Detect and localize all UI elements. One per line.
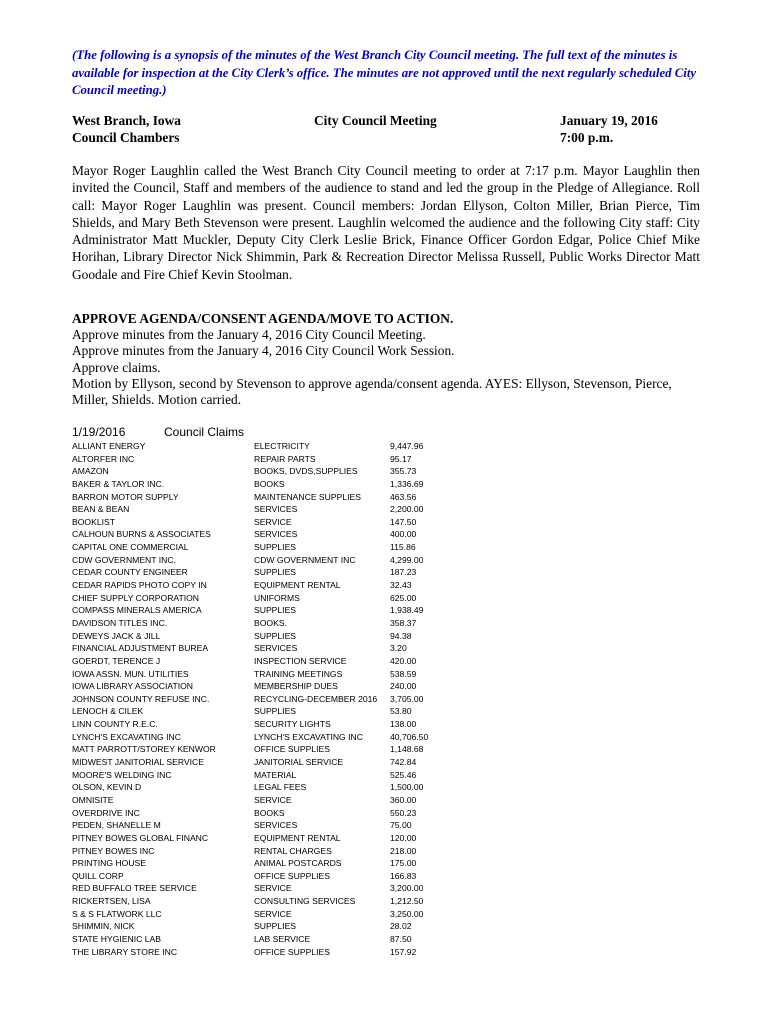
claim-vendor: THE LIBRARY STORE INC <box>72 946 178 957</box>
claim-row <box>72 630 542 643</box>
claim-amount: 742.84 <box>390 757 417 768</box>
claim-amount: 463.56 <box>390 491 417 502</box>
claim-vendor: FINANCIAL ADJUSTMENT BUREA <box>72 643 209 654</box>
claim-vendor: BEAN & BEAN <box>72 504 130 515</box>
claim-description: TRAINING MEETINGS <box>254 668 343 679</box>
claim-description: MEMBERSHIP DUES <box>254 681 338 692</box>
claim-vendor: LYNCH'S EXCAVATING INC <box>72 731 181 742</box>
claim-description: SUPPLIES <box>254 921 297 932</box>
consent-item-claims: Approve claims. <box>72 359 161 375</box>
claim-amount: 3,705.00 <box>390 693 424 704</box>
claim-vendor: ALTORFER INC <box>72 453 135 464</box>
claim-vendor: CEDAR RAPIDS PHOTO COPY IN <box>72 580 207 591</box>
claim-vendor: STATE HYGIENIC LAB <box>72 933 161 944</box>
claim-row <box>72 908 542 921</box>
claim-description: SERVICE <box>254 516 292 527</box>
claim-vendor: OVERDRIVE INC <box>72 807 140 818</box>
claims-date: 1/19/2016 <box>72 425 126 439</box>
claim-amount: 1,212.50 <box>390 896 424 907</box>
claim-row <box>72 882 542 895</box>
claim-amount: 28.02 <box>390 921 412 932</box>
claim-vendor: MIDWEST JANITORIAL SERVICE <box>72 757 204 768</box>
claim-amount: 120.00 <box>390 832 417 843</box>
location-city: West Branch, Iowa <box>72 113 181 128</box>
claim-amount: 87.50 <box>390 933 412 944</box>
claim-amount: 94.38 <box>390 630 412 641</box>
claim-row <box>72 705 542 718</box>
claim-amount: 1,938.49 <box>390 605 424 616</box>
claim-description: BOOKS <box>254 807 285 818</box>
claim-description: RECYCLING-DECEMBER 2016 <box>254 693 378 704</box>
claim-description: SERVICES <box>254 529 298 540</box>
claim-amount: 240.00 <box>390 681 417 692</box>
claim-amount: 175.00 <box>390 858 417 869</box>
claim-vendor: CAPITAL ONE COMMERCIAL <box>72 542 189 553</box>
claim-row <box>72 946 542 959</box>
claim-vendor: LINN COUNTY R.E.C. <box>72 719 158 730</box>
claim-row <box>72 794 542 807</box>
claim-vendor: PITNEY BOWES INC <box>72 845 155 856</box>
claim-description: LEGAL FEES <box>254 782 307 793</box>
intro-paragraph: Mayor Roger Laughlin called the West Branch City Council meeting to order at 7:17 p.m. Mayor Laughlin then invited the Council, Staff and members of the audience to stand and led the group in the Pledge of Allegiance. Roll call: Mayor Roger Laughlin was present. Council members: Jordan Ellyson, Colton Miller, Brian Pierce, Tim Shields, and Mary Beth Stevenson were present. Laughlin welcomed the audience and the following City staff: City Administrator Matt Muckler, Deputy City Clerk Leslie Brick, Finance Officer Gordon Edgar, Police Chief Mike Horihan, Library Director Nick Shimmin, Park & Recreation Director Melissa Russell, Public Works Director Matt Goodale and Fire Chief Kevin Stoolman. <box>72 163 700 282</box>
consent-motion: Motion by Ellyson, second by Stevenson to approve agenda/consent agenda. AYES: Ellyson, Stevenson, Pierce, Miller, Shields. Motion carried. <box>72 375 672 408</box>
claims-table <box>72 440 542 958</box>
claim-row <box>72 933 542 946</box>
claim-vendor: CEDAR COUNTY ENGINEER <box>72 567 188 578</box>
claim-vendor: ALLIANT ENERGY <box>72 441 146 451</box>
claim-row <box>72 807 542 820</box>
claim-description: LYNCH'S EXCAVATING INC <box>254 731 363 742</box>
claim-vendor: DAVIDSON TITLES INC. <box>72 617 168 628</box>
claim-description: BOOKS <box>254 478 285 489</box>
claim-vendor: OMNISITE <box>72 794 114 805</box>
claims-heading: Council Claims <box>164 425 245 439</box>
claim-row <box>72 870 542 883</box>
claim-description: EQUIPMENT RENTAL <box>254 832 341 843</box>
claim-amount: 40,706.50 <box>390 731 429 742</box>
claim-row <box>72 680 542 693</box>
claim-vendor: MOORE'S WELDING INC <box>72 769 172 780</box>
claim-vendor: SHIMMIN, NICK <box>72 921 135 932</box>
claim-description: SERVICE <box>254 794 292 805</box>
meeting-time: 7:00 p.m. <box>560 130 614 145</box>
claim-vendor: PEDEN, SHANELLE M <box>72 820 161 831</box>
claim-row <box>72 743 542 756</box>
claim-description: MAINTENANCE SUPPLIES <box>254 491 361 502</box>
claim-amount: 550.23 <box>390 807 417 818</box>
claim-vendor: CDW GOVERNMENT INC. <box>72 554 176 565</box>
claim-description: SERVICES <box>254 820 298 831</box>
claim-vendor: PRINTING HOUSE <box>72 858 147 869</box>
claim-row <box>72 819 542 832</box>
claim-row <box>72 440 542 453</box>
claim-description: SUPPLIES <box>254 542 297 553</box>
claim-amount: 3,200.00 <box>390 883 424 894</box>
claim-row <box>72 554 542 567</box>
claim-description: EQUIPMENT RENTAL <box>254 580 341 591</box>
claim-vendor: CALHOUN BURNS & ASSOCIATES <box>72 529 211 540</box>
meeting-title: City Council Meeting <box>314 113 437 128</box>
claim-description: SERVICES <box>254 643 298 654</box>
claim-description: SERVICE <box>254 908 292 919</box>
claim-description: SUPPLIES <box>254 630 297 641</box>
claim-amount: 75.00 <box>390 820 412 831</box>
claim-row <box>72 541 542 554</box>
claim-row <box>72 756 542 769</box>
consent-agenda-heading: APPROVE AGENDA/CONSENT AGENDA/MOVE TO ACTION. <box>72 311 454 326</box>
claim-row <box>72 604 542 617</box>
claim-description: OFFICE SUPPLIES <box>254 870 330 881</box>
claim-amount: 138.00 <box>390 719 417 730</box>
claim-description: ANIMAL POSTCARDS <box>254 858 342 869</box>
claim-row <box>72 920 542 933</box>
claim-description: BOOKS. <box>254 617 287 628</box>
meeting-location <box>72 112 181 146</box>
claim-row <box>72 693 542 706</box>
claim-amount: 95.17 <box>390 453 412 464</box>
claim-description: OFFICE SUPPLIES <box>254 744 330 755</box>
claim-vendor: AMAZON <box>72 466 109 477</box>
claim-vendor: PITNEY BOWES GLOBAL FINANC <box>72 832 209 843</box>
claim-row <box>72 668 542 681</box>
consent-agenda-section <box>72 311 700 408</box>
claim-vendor: GOERDT, TERENCE J <box>72 655 161 666</box>
claim-description: OFFICE SUPPLIES <box>254 946 330 957</box>
claim-vendor: DEWEYS JACK & JILL <box>72 630 161 641</box>
claim-amount: 187.23 <box>390 567 417 578</box>
claim-vendor: BARRON MOTOR SUPPLY <box>72 491 179 502</box>
claim-vendor: IOWA ASSN. MUN. UTILITIES <box>72 668 189 679</box>
claim-amount: 355.73 <box>390 466 417 477</box>
claim-row <box>72 718 542 731</box>
claim-row <box>72 857 542 870</box>
claim-vendor: LENOCH & CILEK <box>72 706 144 717</box>
claim-description: ELECTRICITY <box>254 441 310 451</box>
claim-vendor: JOHNSON COUNTY REFUSE INC. <box>72 693 210 704</box>
claim-vendor: BAKER & TAYLOR INC. <box>72 478 165 489</box>
claims-title <box>72 425 244 439</box>
claim-vendor: RICKERTSEN, LISA <box>72 896 151 907</box>
claim-description: SUPPLIES <box>254 605 297 616</box>
claim-description: UNIFORMS <box>254 592 300 603</box>
claim-description: SUPPLIES <box>254 567 297 578</box>
claim-row <box>72 566 542 579</box>
claim-amount: 157.92 <box>390 946 417 957</box>
claim-row <box>72 491 542 504</box>
claim-row <box>72 465 542 478</box>
claim-amount: 1,336.69 <box>390 478 424 489</box>
claim-amount: 400.00 <box>390 529 417 540</box>
claim-row <box>72 769 542 782</box>
claim-amount: 166.83 <box>390 870 417 881</box>
claim-amount: 2,200.00 <box>390 504 424 515</box>
claim-row <box>72 642 542 655</box>
claim-row <box>72 478 542 491</box>
claim-amount: 1,500.00 <box>390 782 424 793</box>
claim-row <box>72 895 542 908</box>
claim-description: SERVICES <box>254 504 298 515</box>
meeting-date: January 19, 2016 <box>560 113 658 128</box>
claim-description: BOOKS, DVDS,SUPPLIES <box>254 466 358 477</box>
claim-description: INSPECTION SERVICE <box>254 655 347 666</box>
claim-amount: 4,299.00 <box>390 554 424 565</box>
claim-row <box>72 617 542 630</box>
claim-row <box>72 832 542 845</box>
claim-description: RENTAL CHARGES <box>254 845 332 856</box>
claim-amount: 420.00 <box>390 655 417 666</box>
claim-vendor: OLSON, KEVIN D <box>72 782 142 793</box>
claim-vendor: CHIEF SUPPLY CORPORATION <box>72 592 200 603</box>
claim-row <box>72 845 542 858</box>
claim-row <box>72 592 542 605</box>
location-room: Council Chambers <box>72 130 180 145</box>
synopsis-note: (The following is a synopsis of the minutes of the West Branch City Council meeting. The full text of the minutes is available for inspection at the City Clerk’s office. The minutes are not approved until the next regularly scheduled City Council meeting.) <box>72 48 697 98</box>
claim-amount: 53.80 <box>390 706 412 717</box>
claim-row <box>72 579 542 592</box>
claim-description: LAB SERVICE <box>254 933 311 944</box>
claim-row <box>72 655 542 668</box>
meeting-datetime <box>560 112 658 146</box>
claim-amount: 525.46 <box>390 769 417 780</box>
claim-vendor: IOWA LIBRARY ASSOCIATION <box>72 681 193 692</box>
claim-description: CDW GOVERNMENT INC <box>254 554 356 565</box>
claim-description: SERVICE <box>254 883 292 894</box>
claim-amount: 358.37 <box>390 617 417 628</box>
claim-amount: 3,250.00 <box>390 908 424 919</box>
claim-row <box>72 731 542 744</box>
claim-amount: 32.43 <box>390 580 412 591</box>
claim-amount: 115.86 <box>390 542 416 553</box>
claim-vendor: MATT PARROTT/STOREY KENWOR <box>72 744 216 755</box>
claim-description: MATERIAL <box>254 769 297 780</box>
claim-description: JANITORIAL SERVICE <box>254 757 344 768</box>
claim-description: REPAIR PARTS <box>254 453 316 464</box>
claim-row <box>72 453 542 466</box>
claim-description: CONSULTING SERVICES <box>254 896 356 907</box>
claim-row <box>72 781 542 794</box>
claim-row <box>72 528 542 541</box>
claim-amount: 218.00 <box>390 845 417 856</box>
claim-row <box>72 516 542 529</box>
claim-row <box>72 503 542 516</box>
claim-amount: 9,447.96 <box>390 441 424 451</box>
claim-amount: 3.20 <box>390 643 407 654</box>
claim-amount: 538.59 <box>390 668 417 679</box>
consent-item-meeting-minutes: Approve minutes from the January 4, 2016 City Council Meeting. <box>72 327 426 343</box>
claim-amount: 360.00 <box>390 794 417 805</box>
claim-vendor: RED BUFFALO TREE SERVICE <box>72 883 197 894</box>
consent-item-work-session-minutes: Approve minutes from the January 4, 2016 City Council Work Session. <box>72 343 455 359</box>
claim-vendor: S & S FLATWORK LLC <box>72 908 162 919</box>
claim-amount: 1,148.68 <box>390 744 424 755</box>
claim-vendor: BOOKLIST <box>72 516 115 527</box>
claim-description: SECURITY LIGHTS <box>254 719 331 730</box>
claim-amount: 147.50 <box>390 516 417 527</box>
claim-vendor: QUILL CORP <box>72 870 124 881</box>
claim-amount: 625.00 <box>390 592 417 603</box>
claim-description: SUPPLIES <box>254 706 297 717</box>
claim-vendor: COMPASS MINERALS AMERICA <box>72 605 202 616</box>
